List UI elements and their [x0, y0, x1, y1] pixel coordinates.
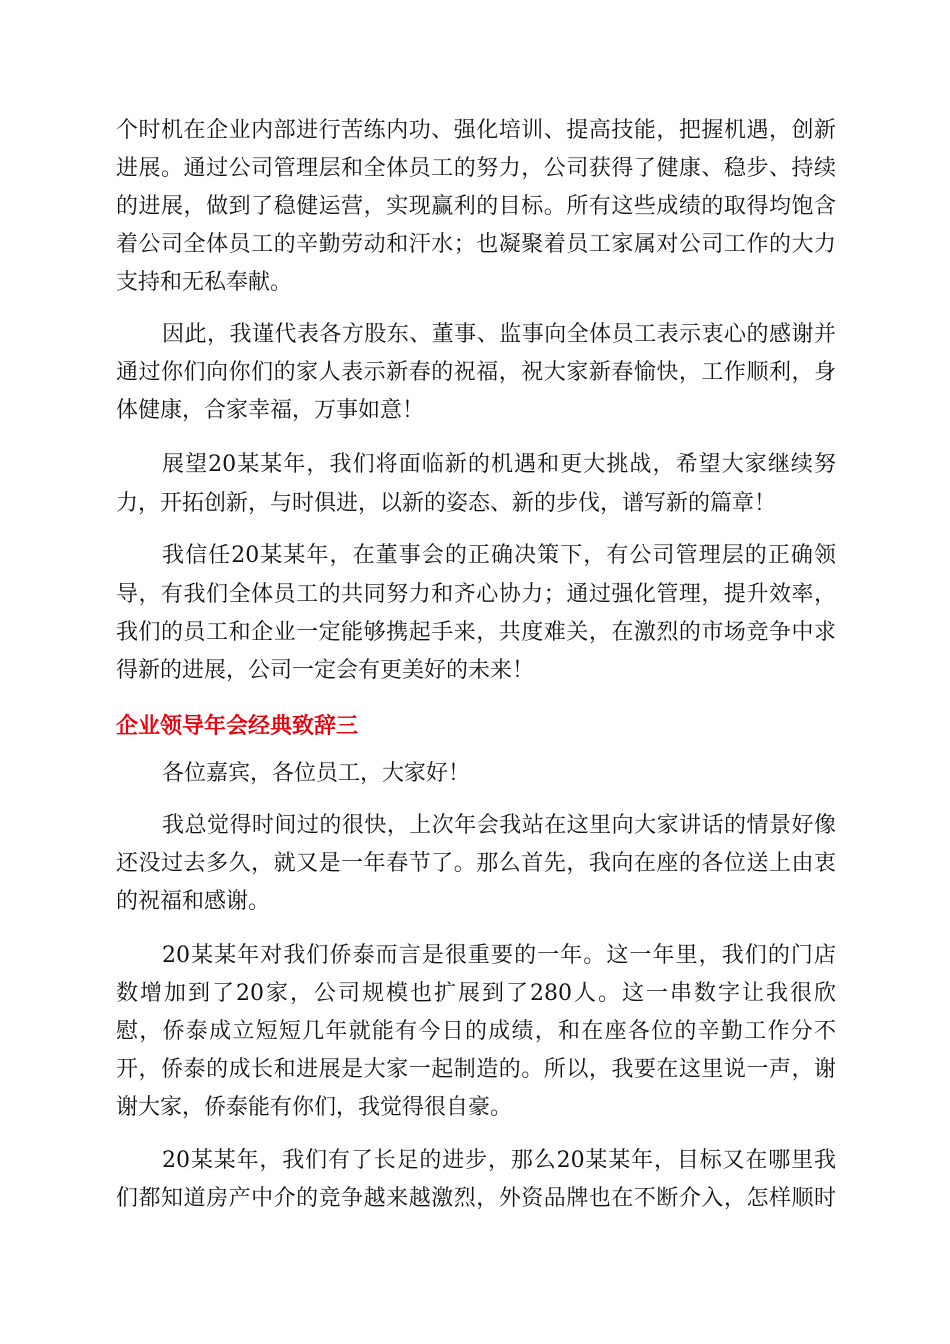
- paragraph-line: 慰，侨泰成立短短几年就能有今日的成绩，和在座各位的辛勤工作分不: [116, 1019, 836, 1044]
- paragraph-line: 20某某年对我们侨泰而言是很重要的一年。这一年里，我们的门店: [162, 943, 836, 968]
- paragraph-line: 我信任20某某年，在董事会的正确决策下，有公司管理层的正确领: [162, 543, 836, 568]
- paragraph-line: 还没过去多久，就又是一年春节了。那么首先，我向在座的各位送上由衷: [116, 851, 836, 876]
- paragraph-line: 通过你们向你们的家人表示新春的祝福，祝大家新春愉快，工作顺利，身: [116, 360, 836, 385]
- paragraph-line: 谢大家，侨泰能有你们，我觉得很自豪。: [116, 1095, 513, 1120]
- paragraph-line: 的祝福和感谢。: [116, 889, 271, 914]
- section-heading: 企业领导年会经典致辞三: [116, 714, 359, 739]
- paragraph-line: 进展。通过公司管理层和全体员工的努力，公司获得了健康、稳步、持续: [116, 156, 836, 181]
- paragraph-line: 导，有我们全体员工的共同努力和齐心协力；通过强化管理，提升效率，: [116, 582, 836, 607]
- paragraph-line: 我总觉得时间过的很快，上次年会我站在这里向大家讲话的情景好像: [162, 813, 836, 838]
- paragraph-line: 体健康，合家幸福，万事如意！: [116, 398, 425, 423]
- paragraph-line: 开，侨泰的成长和进展是大家一起制造的。所以，我要在这里说一声，谢: [116, 1057, 836, 1082]
- paragraph-line: 支持和无私奉献。: [116, 270, 293, 295]
- paragraph-line: 个时机在企业内部进行苦练内功、强化培训、提高技能，把握机遇，创新: [116, 118, 836, 143]
- paragraph-line: 20某某年，我们有了长足的进步，那么20某某年，目标又在哪里我: [162, 1148, 836, 1173]
- paragraph-line: 数增加到了20家，公司规模也扩展到了280人。这一串数字让我很欣: [116, 981, 836, 1006]
- paragraph-line: 们都知道房产中介的竞争越来越激烈，外资品牌也在不断介入，怎样顺时: [116, 1186, 836, 1211]
- paragraph-line: 力，开拓创新，与时俱进，以新的姿态、新的步伐，谱写新的篇章！: [116, 491, 777, 516]
- paragraph-line: 的进展，做到了稳健运营，实现赢利的目标。所有这些成绩的取得均饱含: [116, 194, 836, 219]
- paragraph-line: 我们的员工和企业一定能够携起手来，共度难关，在激烈的市场竞争中求: [116, 620, 836, 645]
- paragraph-line: 展望20某某年，我们将面临新的机遇和更大挑战，希望大家继续努: [162, 452, 836, 477]
- paragraph-line: 因此，我谨代表各方股东、董事、监事向全体员工表示衷心的感谢并: [162, 322, 836, 347]
- paragraph-line: 得新的进展，公司一定会有更美好的未来！: [116, 658, 535, 683]
- paragraph-line: 各位嘉宾，各位员工，大家好！: [162, 761, 471, 786]
- paragraph-line: 着公司全体员工的辛勤劳动和汗水；也凝聚着员工家属对公司工作的大力: [116, 232, 836, 257]
